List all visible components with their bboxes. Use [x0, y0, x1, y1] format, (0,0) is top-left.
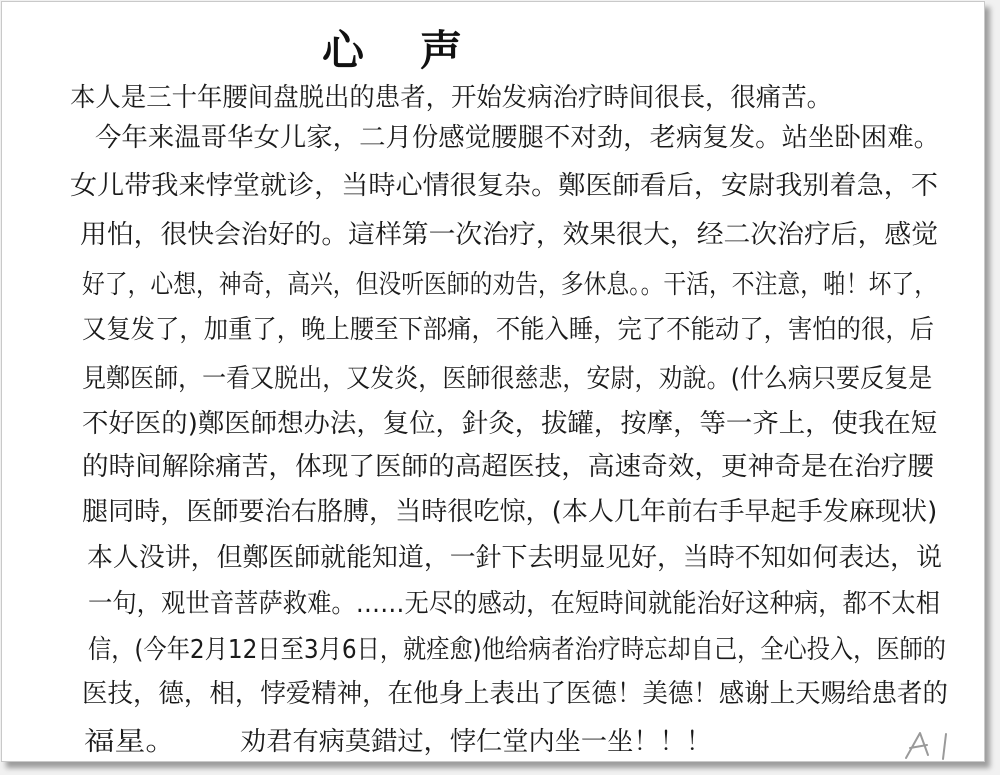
letter-line-3: 女儿带我来悖堂就诊，当時心情很复杂。鄭医師看后，安尉我别着急，不 [70, 171, 939, 201]
letter-line-14: 医技，德，相，悖爱精神，在他身上表出了医德！美德！感谢上天赐给患者的 [82, 679, 949, 709]
letter-body [2, 2, 984, 761]
letter-line-7: 見鄭医師，一看又脱出，又发炎，医師很慈悲，安尉，劝說。(什么病只要反复是 [82, 364, 933, 394]
letter-line-6: 又复发了，加重了，晚上腰至下部痛，不能入睡，完了不能动了，害怕的很，后 [82, 315, 935, 345]
letter-page [1, 1, 985, 762]
signature-stroke-1 [943, 734, 946, 759]
signature [900, 728, 964, 762]
letter-line-4: 用怕，很快会治好的。這样第一次治疗，效果很大，经二次治疗后，感觉 [80, 220, 939, 250]
signature-stroke-a [906, 733, 928, 758]
letter-line-2: 今年来温哥华女儿家，二月份感觉腰腿不对劲，老病复发。站坐卧困难。 [95, 123, 941, 153]
letter-line-12: 一句，观世音菩萨救难。……无尽的感动，在短時间就能治好这种病，都不太相 [88, 589, 941, 619]
closing-slogan: 劝君有病莫錯过，悖仁堂内坐一坐！！！ [240, 727, 713, 757]
letter-line-10: 腿同時，医師要治右胳膊，当時很吃惊，(本人几年前右手早起手发麻现状) [82, 497, 938, 527]
letter-line-1: 本人是三十年腰间盘脱出的患者，开始发病治疗時间很長，很痛苦。 [70, 83, 833, 113]
letter-line-11: 本人没讲，但鄭医師就能知道，一針下去明显见好，当時不知如何表达，说 [87, 543, 943, 573]
letter-line-5: 好了，心想，神奇，高兴，但没听医師的劝告，多休息。。干活，不注意，啪！坏了， [82, 270, 938, 300]
letter-line-8: 不好医的)鄭医師想办法，复位，針灸，拔罐，按摩，等一齐上，使我在短 [82, 409, 938, 439]
letter-line-15: 福星。 [84, 727, 177, 757]
letter-line-13: 信，(今年2月12日至3月6日，就痊愈)他给病者治疗時忘却自己，全心投入，医師的 [88, 635, 946, 665]
letter-line-9: 的時间解除痛苦，体现了医師的高超医技，高速奇效，更神奇是在治疗腰 [82, 452, 935, 482]
letter-title: 心声 [322, 26, 519, 75]
